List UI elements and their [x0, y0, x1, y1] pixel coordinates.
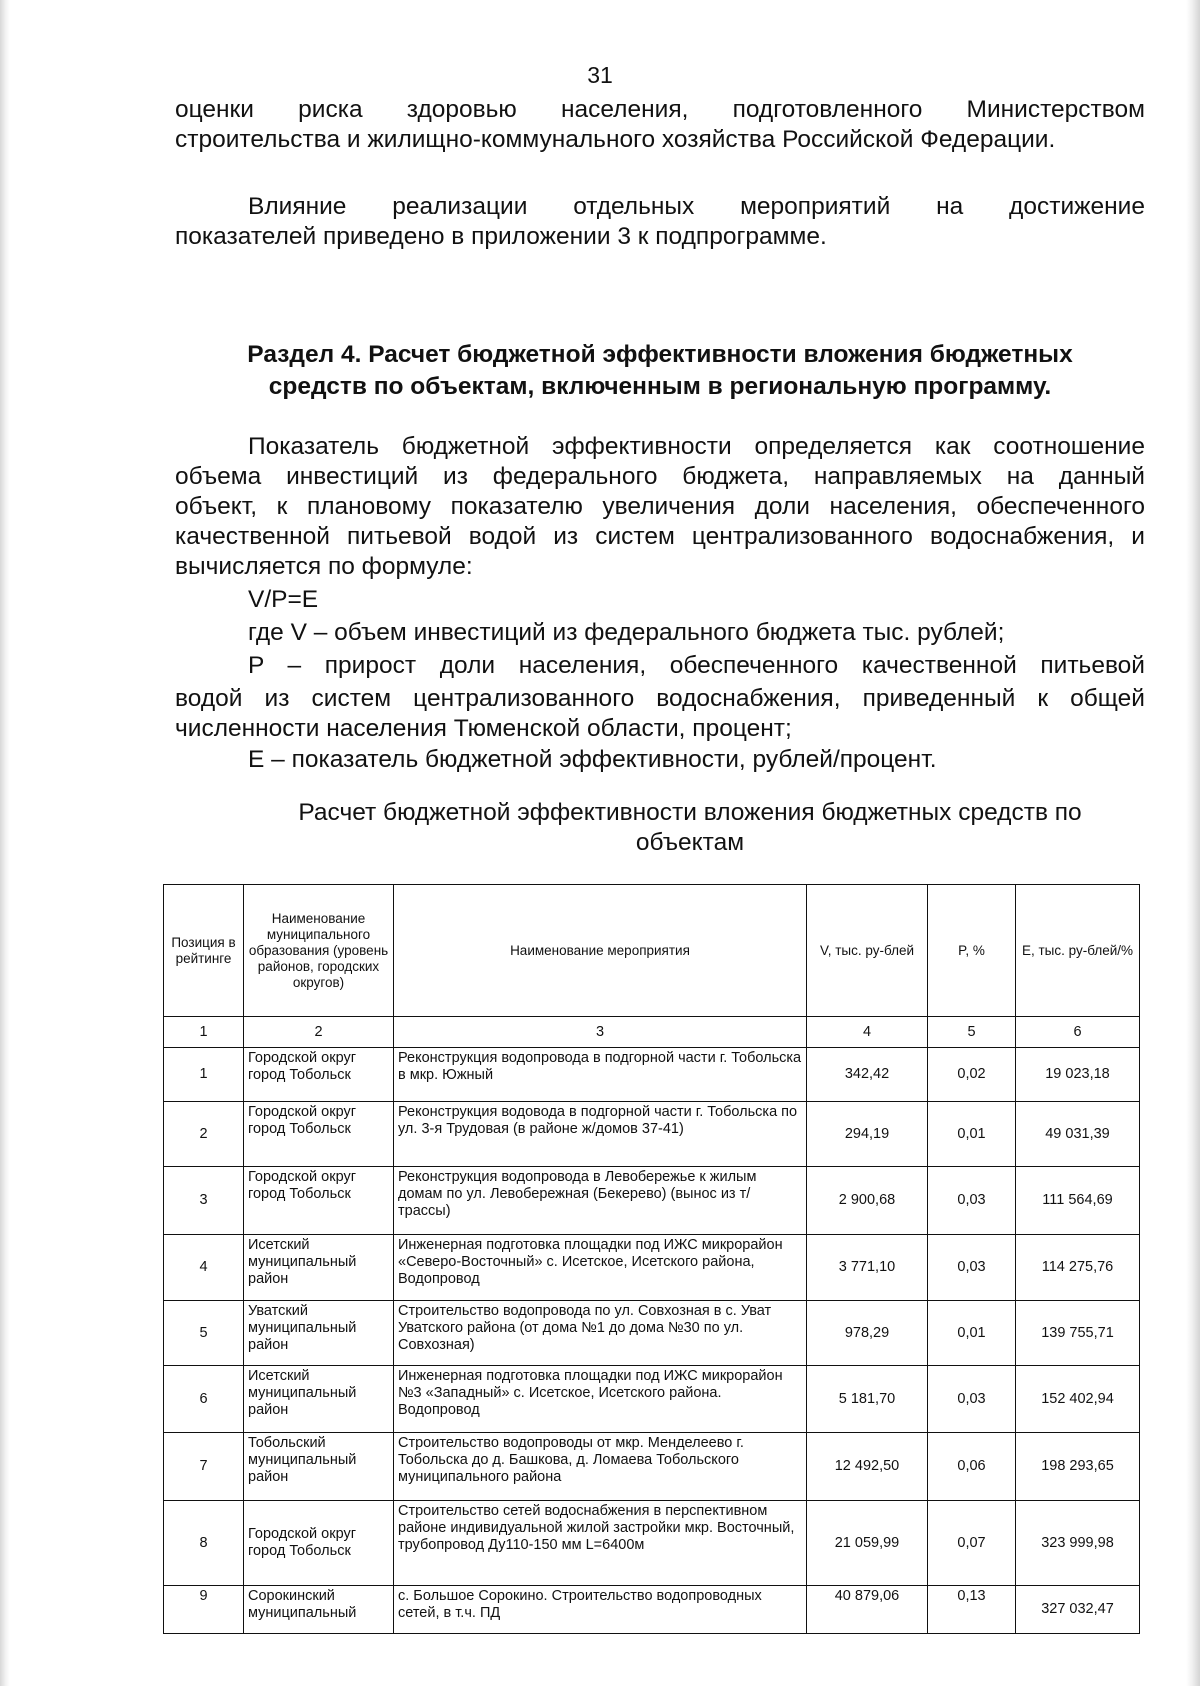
- cell-p: 0,07: [928, 1501, 1016, 1586]
- cell-municipality: Уватский муниципальный район: [244, 1301, 394, 1366]
- cell-position: 5: [164, 1301, 244, 1366]
- cell-p: 0,03: [928, 1235, 1016, 1301]
- table-row: [164, 1501, 1140, 1586]
- definition-p-line-1: P – прирост доли населения, обеспеченного качественной питьевой: [248, 652, 1145, 679]
- paragraph-3-line-4: качественной питьевой водой из систем централизованного водоснабжения, и: [175, 523, 1145, 550]
- cell-v: 3 771,10: [807, 1235, 928, 1301]
- table-title: [250, 798, 1130, 858]
- cell-v: 294,19: [807, 1102, 928, 1167]
- column-number: 3: [394, 1017, 807, 1048]
- cell-e: 114 275,76: [1016, 1235, 1140, 1301]
- table-row: [164, 1586, 1140, 1634]
- cell-v: 12 492,50: [807, 1433, 928, 1501]
- cell-activity: Инженерная подготовка площадки под ИЖС микрорайон №3 «Западный» с. Исетское, Исетского района. Водопровод: [394, 1366, 807, 1433]
- paragraph-3-line-2: объема инвестиций из федерального бюджета, направляемых на данный: [175, 463, 1145, 490]
- formula: V/P=E: [248, 586, 319, 613]
- cell-municipality: Городской округ город Тобольск: [244, 1048, 394, 1102]
- cell-position: 7: [164, 1433, 244, 1501]
- cell-v: 5 181,70: [807, 1366, 928, 1433]
- paragraph-2-line-2: показателей приведено в приложении 3 к подпрограмме.: [175, 223, 827, 250]
- cell-p: 0,13: [928, 1586, 1016, 1634]
- header-position: Позиция в рейтинге: [164, 885, 244, 1017]
- paragraph-2-line-1: Влияние реализации отдельных мероприятий на достижение: [248, 193, 1145, 220]
- section-heading: [175, 339, 1145, 403]
- cell-municipality: Городской округ город Тобольск: [244, 1102, 394, 1167]
- definition-v: где V – объем инвестиций из федерального бюджета тыс. рублей;: [248, 619, 1005, 646]
- header-v: V, тыс. ру-блей: [807, 885, 928, 1017]
- cell-e: 198 293,65: [1016, 1433, 1140, 1501]
- cell-activity: с. Большое Сорокино. Строительство водопроводных сетей, в т.ч. ПД: [394, 1586, 807, 1634]
- column-number: 2: [244, 1017, 394, 1048]
- table-row: [164, 1167, 1140, 1235]
- header-e: E, тыс. ру-блей/%: [1016, 885, 1140, 1017]
- column-number: 1: [164, 1017, 244, 1048]
- cell-position: 6: [164, 1366, 244, 1433]
- cell-p: 0,01: [928, 1102, 1016, 1167]
- column-number-row: [164, 1017, 1140, 1048]
- cell-p: 0,06: [928, 1433, 1016, 1501]
- cell-v: 21 059,99: [807, 1501, 928, 1586]
- cell-v: 342,42: [807, 1048, 928, 1102]
- table-row: [164, 1433, 1140, 1501]
- definition-p-line-3: численности населения Тюменской области, процент;: [175, 715, 792, 742]
- cell-position: 2: [164, 1102, 244, 1167]
- definition-p-line-2: водой из систем централизованного водоснабжения, приведенный к общей: [175, 685, 1145, 712]
- table-header-row: [164, 885, 1140, 1017]
- cell-activity: Реконструкция водопровода в Левобережье к жилым домам по ул. Левобережная (Бекерево) (вынос из т/трассы): [394, 1167, 807, 1235]
- cell-e: 152 402,94: [1016, 1366, 1140, 1433]
- cell-municipality: Исетский муниципальный район: [244, 1235, 394, 1301]
- paragraph-3-line-3: объект, к плановому показателю увеличения доли населения, обеспеченного: [175, 493, 1145, 520]
- paragraph-3-line-5: вычисляется по формуле:: [175, 553, 473, 580]
- efficiency-table: [163, 884, 1140, 1634]
- cell-position: 3: [164, 1167, 244, 1235]
- page-number: 31: [587, 62, 613, 88]
- cell-p: 0,03: [928, 1167, 1016, 1235]
- cell-e: 111 564,69: [1016, 1167, 1140, 1235]
- cell-e: 49 031,39: [1016, 1102, 1140, 1167]
- cell-activity: Строительство водопровода по ул. Совхозная в с. Уват Уватского района (от дома №1 до дома №30 по ул. Совхозная): [394, 1301, 807, 1366]
- table-row: [164, 1301, 1140, 1366]
- cell-position: 4: [164, 1235, 244, 1301]
- column-number: 6: [1016, 1017, 1140, 1048]
- cell-activity: Строительство сетей водоснабжения в перспективном районе индивидуальной жилой застройки мкр. Восточный, трубопровод Ду110-150 мм L=6400м: [394, 1501, 807, 1586]
- paragraph-3-line-1: Показатель бюджетной эффективности определяется как соотношение: [248, 433, 1145, 460]
- cell-municipality: Городской округ город Тобольск: [244, 1167, 394, 1235]
- table-row: [164, 1102, 1140, 1167]
- cell-p: 0,02: [928, 1048, 1016, 1102]
- header-activity: Наименование мероприятия: [394, 885, 807, 1017]
- scan-edge-right: [1186, 0, 1200, 1686]
- header-municipality: Наименование муниципального образования (уровень районов, городских округов): [244, 885, 394, 1017]
- cell-p: 0,01: [928, 1301, 1016, 1366]
- cell-municipality: Исетский муниципальный район: [244, 1366, 394, 1433]
- header-p: P, %: [928, 885, 1016, 1017]
- table-row: [164, 1235, 1140, 1301]
- section-heading-line-2: средств по объектам, включенным в региональную программу.: [268, 373, 1052, 400]
- cell-e: 19 023,18: [1016, 1048, 1140, 1102]
- cell-v: 40 879,06: [807, 1586, 928, 1634]
- cell-v: 2 900,68: [807, 1167, 928, 1235]
- cell-p: 0,03: [928, 1366, 1016, 1433]
- cell-municipality: Городской округ город Тобольск: [244, 1501, 394, 1586]
- cell-position: 8: [164, 1501, 244, 1586]
- cell-municipality: Тобольский муниципальный район: [244, 1433, 394, 1501]
- cell-e: 323 999,98: [1016, 1501, 1140, 1586]
- cell-activity: Реконструкция водопровода в подгорной части г. Тобольска в мкр. Южный: [394, 1048, 807, 1102]
- cell-activity: Реконструкция водовода в подгорной части г. Тобольска по ул. 3-я Трудовая (в районе ж/домов 37-41): [394, 1102, 807, 1167]
- cell-position: 1: [164, 1048, 244, 1102]
- cell-position: 9: [164, 1586, 244, 1634]
- paragraph-1-line-1: оценки риска здоровью населения, подготовленного Министерством: [175, 96, 1145, 123]
- section-heading-line-1: Раздел 4. Расчет бюджетной эффективности вложения бюджетных: [247, 341, 1073, 368]
- cell-e: 327 032,47: [1016, 1586, 1140, 1634]
- scan-edge-left: [0, 0, 10, 1686]
- cell-activity: Строительство водопроводы от мкр. Менделеево г. Тобольска до д. Башкова, д. Ломаева Тобольского муниципального района: [394, 1433, 807, 1501]
- paragraph-1-line-2: строительства и жилищно-коммунального хозяйства Российской Федерации.: [175, 126, 1056, 153]
- column-number: 4: [807, 1017, 928, 1048]
- table-row: [164, 1366, 1140, 1433]
- cell-v: 978,29: [807, 1301, 928, 1366]
- cell-municipality: Сорокинский муниципальный: [244, 1586, 394, 1634]
- cell-e: 139 755,71: [1016, 1301, 1140, 1366]
- table-title-line-1: Расчет бюджетной эффективности вложения бюджетных средств по: [298, 799, 1082, 826]
- cell-activity: Инженерная подготовка площадки под ИЖС микрорайон «Северо-Восточный» с. Исетское, Исетского района, Водопровод: [394, 1235, 807, 1301]
- column-number: 5: [928, 1017, 1016, 1048]
- table-title-line-2: объектам: [635, 829, 745, 856]
- table-row: [164, 1048, 1140, 1102]
- definition-e: E – показатель бюджетной эффективности, рублей/процент.: [248, 746, 937, 773]
